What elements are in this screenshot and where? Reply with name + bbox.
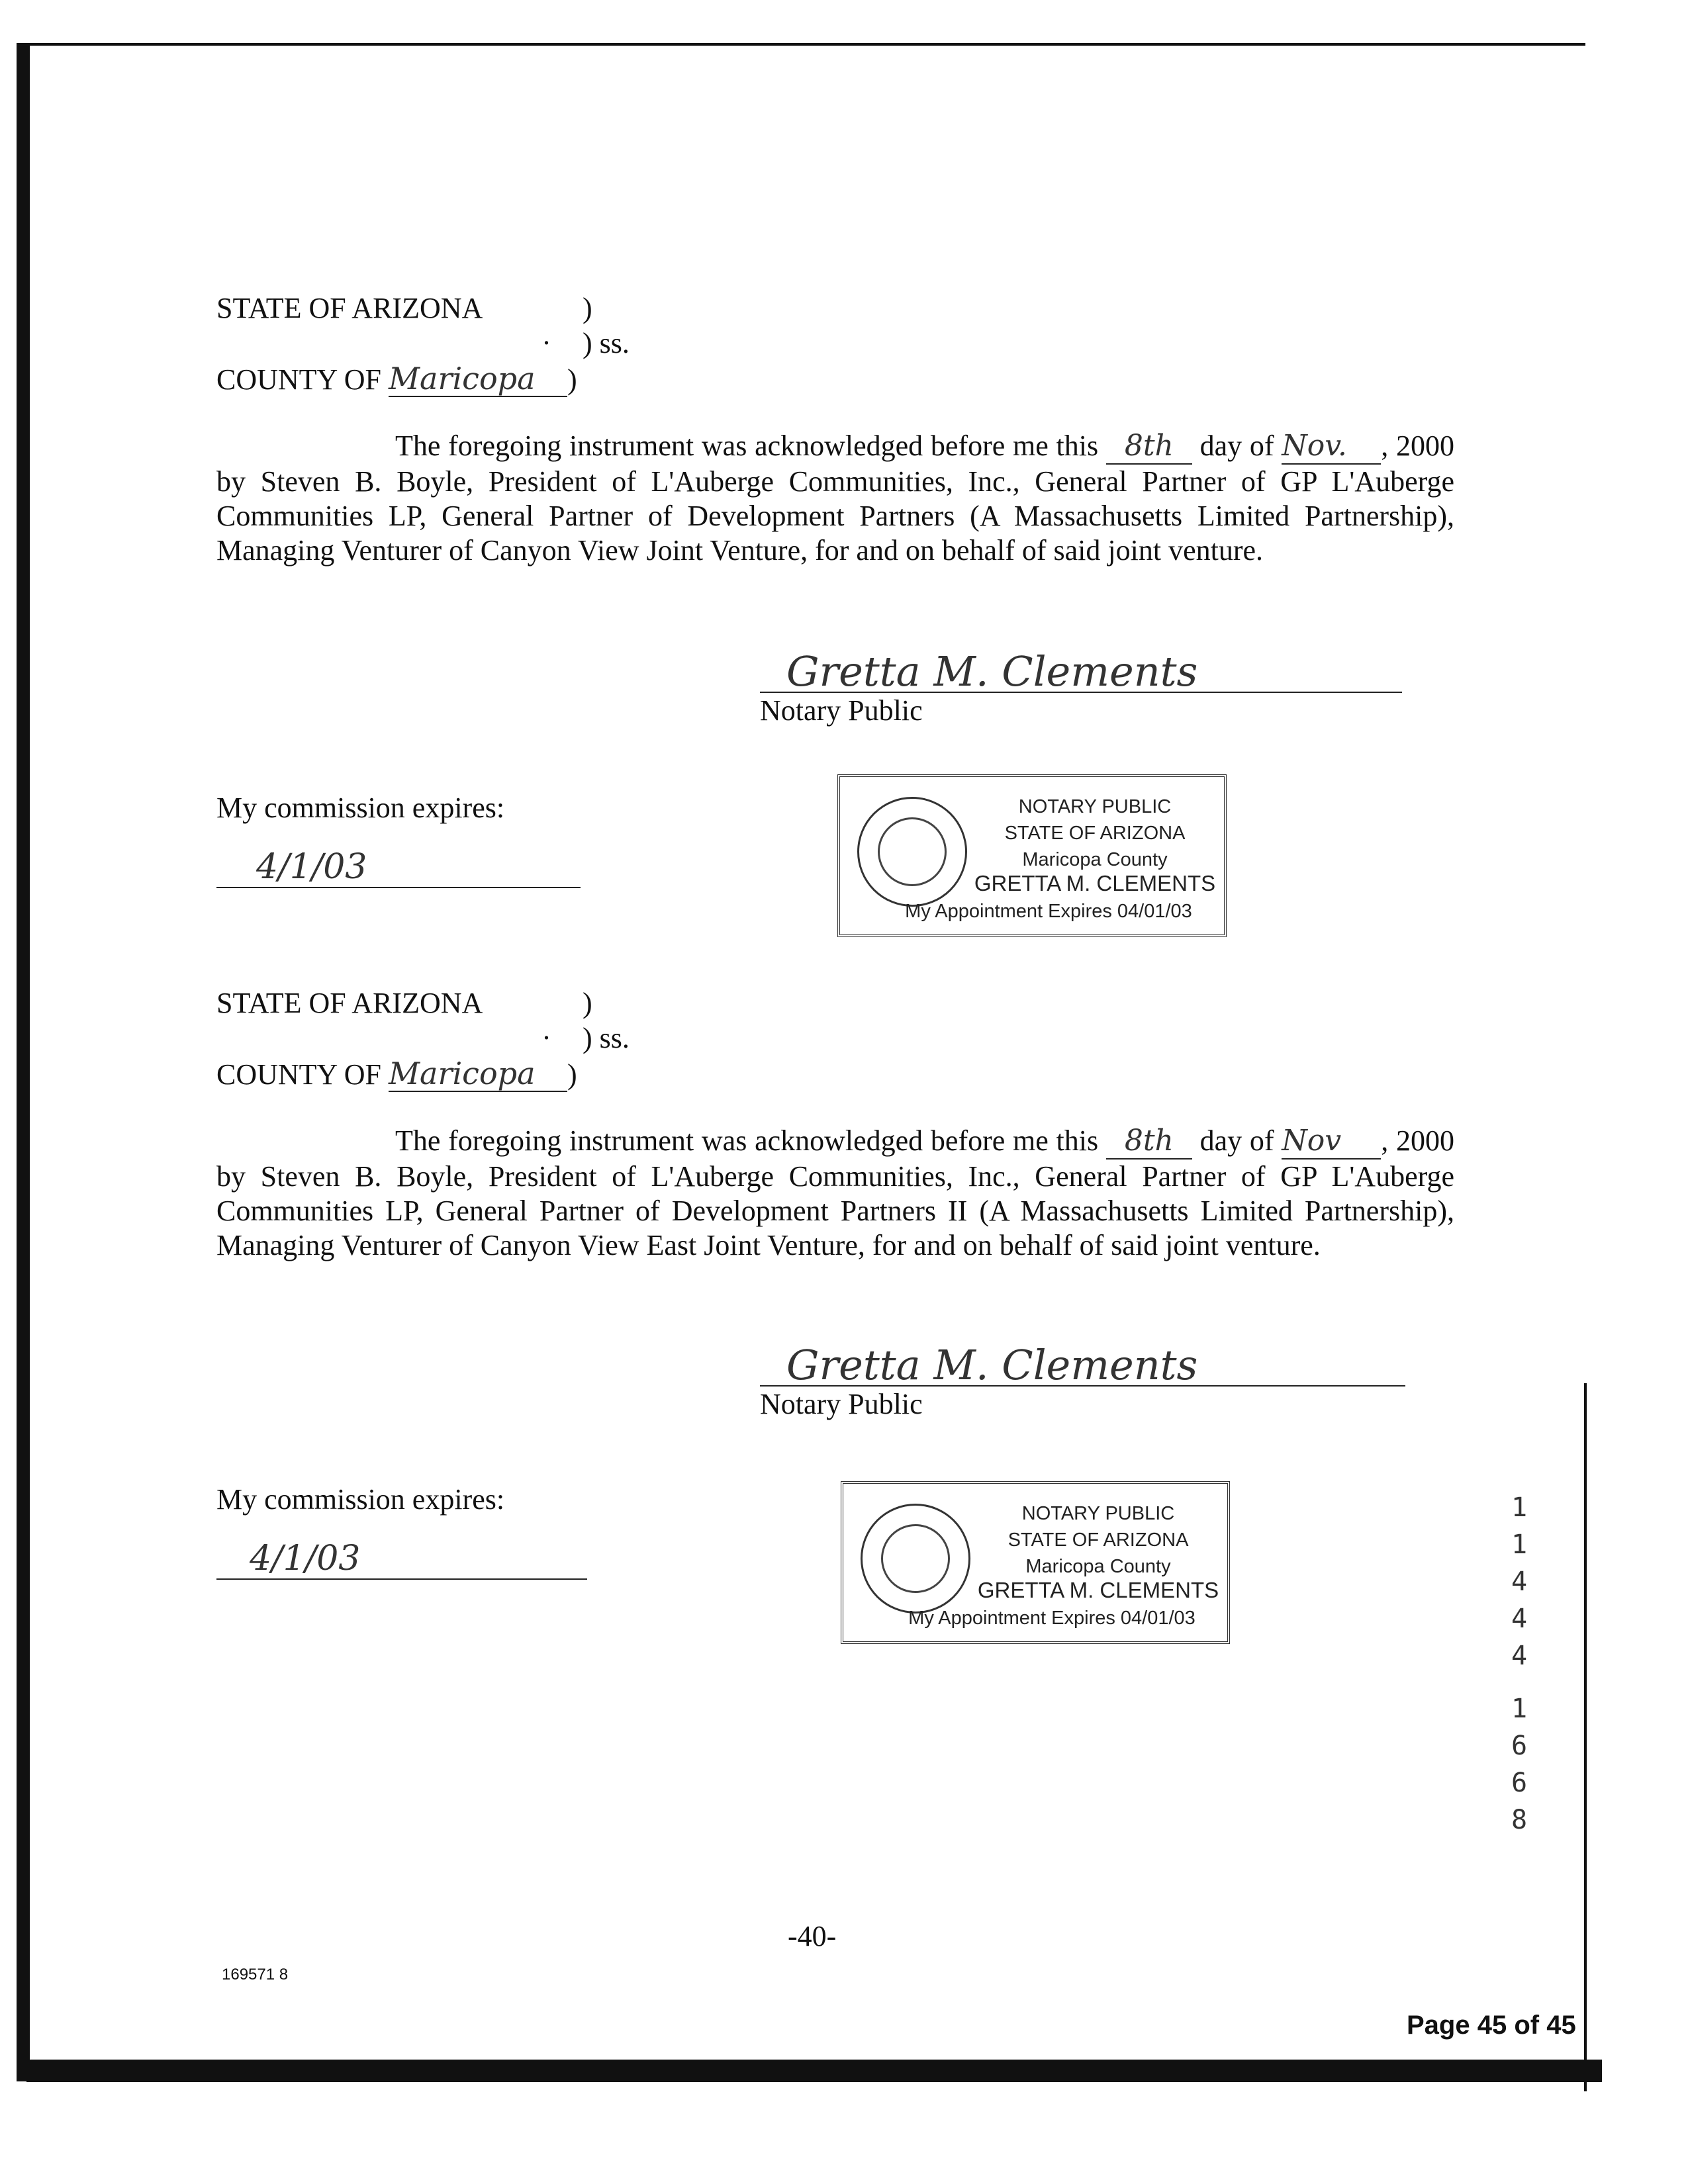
acknowledgment-paragraph-1 [216, 429, 1454, 568]
county-line-2 [216, 1056, 577, 1092]
venue-ss-2: ) ss. [583, 1022, 630, 1054]
stamp-line4: GRETTA M. CLEMENTS [974, 871, 1216, 895]
recording-digit: 4 [1511, 1641, 1528, 1671]
stamp-line4: GRETTA M. CLEMENTS [977, 1578, 1219, 1602]
stamp-line5: My Appointment Expires 04/01/03 [908, 1608, 1196, 1629]
notary-public-label-1: Notary Public [760, 694, 923, 727]
notary-signature-2: Gretta M. Clements [760, 1345, 1405, 1387]
recording-digit: 1 [1511, 1529, 1528, 1560]
county-label: COUNTY OF [216, 363, 381, 396]
commission-date-1: 4/1/03 [216, 847, 581, 888]
county-paren: ) [567, 1058, 577, 1091]
stamp-line1: NOTARY PUBLIC [1021, 1503, 1175, 1524]
county-handwritten: Maricopa [389, 1056, 567, 1092]
left-border-bar [17, 43, 30, 2081]
arizona-seal-icon [857, 797, 967, 907]
venue-dot-2: . [543, 1013, 550, 1046]
bottom-border-bar [26, 2060, 1602, 2082]
venue-dot-1: . [543, 318, 550, 351]
recording-digit: 6 [1511, 1731, 1528, 1761]
commission-date-2: 4/1/03 [216, 1539, 587, 1580]
state-label: STATE OF ARIZONA [216, 987, 483, 1019]
page-of-count: Page 45 of 45 [1407, 2011, 1576, 2040]
venue-ss-1: ) ss. [583, 327, 630, 359]
county-line-1 [216, 361, 577, 397]
stamp-line2: STATE OF ARIZONA [1004, 823, 1186, 844]
day-of-label: day of [1199, 1124, 1274, 1157]
stamp-line2: STATE OF ARIZONA [1008, 1529, 1189, 1551]
para-rest: , 2000 by Steven B. Boyle, President of L'Auberge Communities, Inc., General Partner of GP L'Auberge Communities LP, General Partner of Development Partners (A Massachusetts Limited Partnership), Managing Venturer of Canyon View Joint Venture, for and on behalf of said joint venture. [216, 430, 1455, 567]
recording-digit: 6 [1511, 1768, 1528, 1798]
county-label: COUNTY OF [216, 1058, 381, 1091]
commission-label-1: My commission expires: [216, 792, 505, 824]
commission-label-2: My commission expires: [216, 1483, 505, 1516]
recording-digit: 1 [1511, 1492, 1528, 1523]
right-edge-line [1584, 1383, 1587, 2091]
county-paren: ) [567, 363, 577, 396]
notary-signature-1: Gretta M. Clements [760, 652, 1402, 693]
day-handwritten: 8th [1106, 429, 1192, 465]
state-heading-1 [216, 291, 483, 326]
stamp-line5: My Appointment Expires 04/01/03 [905, 901, 1192, 922]
recording-digit: 8 [1511, 1805, 1528, 1835]
stamp-line3: Maricopa County [1025, 1556, 1171, 1577]
recording-number-column [1506, 1489, 1532, 1839]
state-label: STATE OF ARIZONA [216, 292, 483, 324]
arizona-seal-icon [861, 1504, 970, 1614]
top-border-line [17, 43, 1585, 46]
recording-digit: 4 [1511, 1604, 1528, 1634]
page-number: -40- [788, 1920, 837, 1952]
month-handwritten: Nov [1282, 1124, 1381, 1160]
recording-digit: 1 [1511, 1694, 1528, 1724]
day-handwritten: 8th [1106, 1124, 1192, 1160]
para-start: The foregoing instrument was acknowledged before me this [395, 1124, 1099, 1157]
notary-public-label-2: Notary Public [760, 1388, 923, 1420]
para-rest: , 2000 by Steven B. Boyle, President of L'Auberge Communities, Inc., General Partner of GP L'Auberge Communities LP, General Partner of Development Partners II (A Massachusetts Limited Partnership), Managing Venturer of Canyon View East Joint Venture, for and on behalf of said joint venture. [216, 1124, 1455, 1261]
document-code: 169571 8 [222, 1966, 289, 1983]
venue-paren-1: ) [583, 292, 592, 324]
month-handwritten: Nov. [1282, 429, 1381, 465]
recording-digit: 4 [1511, 1567, 1528, 1597]
day-of-label: day of [1199, 430, 1274, 462]
stamp-line1: NOTARY PUBLIC [1018, 796, 1172, 817]
notary-stamp-1 [837, 774, 1227, 937]
notary-stamp-2 [841, 1481, 1230, 1644]
stamp-line3: Maricopa County [1022, 849, 1168, 870]
state-heading-2 [216, 986, 483, 1021]
para-start: The foregoing instrument was acknowledged before me this [395, 430, 1099, 462]
acknowledgment-paragraph-2 [216, 1124, 1454, 1263]
venue-paren-2: ) [583, 987, 592, 1019]
county-handwritten: Maricopa [389, 361, 567, 397]
